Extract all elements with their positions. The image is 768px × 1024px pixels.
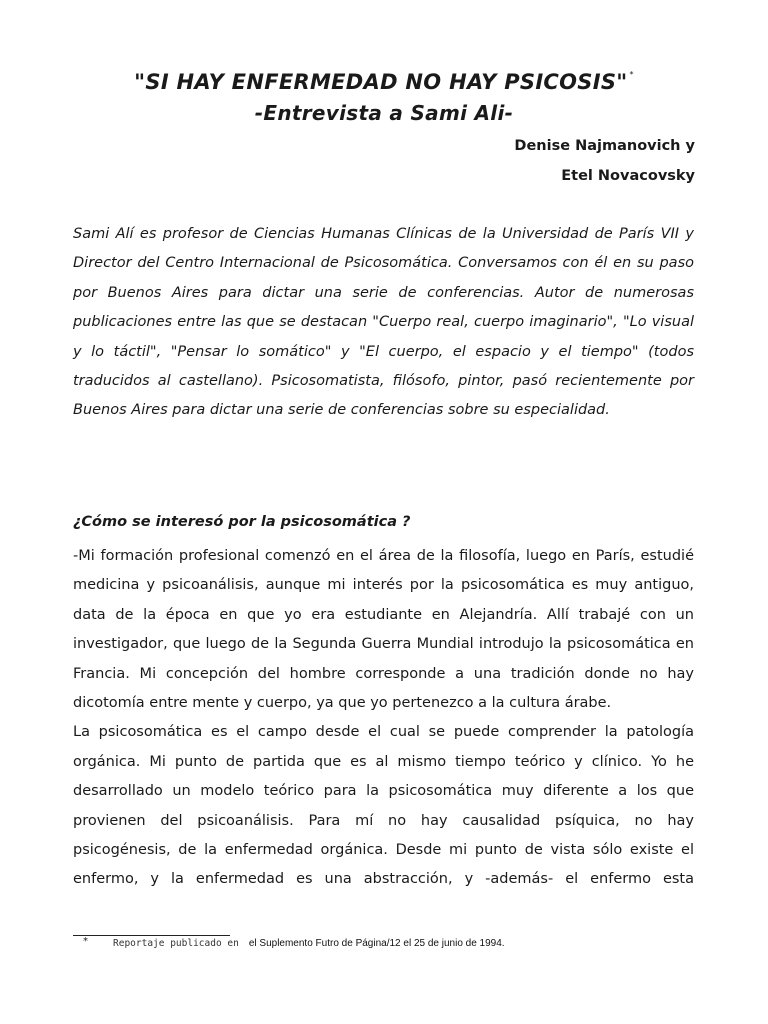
footnote-label: Reportaje publicado en: [113, 938, 239, 949]
answer-paragraph: -Mi formación profesional comenzó en el área de la filosofía, luego en París, estudié medicina y psicoanálisis, aunque mi interés por la psicosomática es muy antiguo, data de la época en que yo era estudiante en Alejandría. Allí trabajé con un investigador, que luego de la Segunda Guerra Mundial introdujo la psicosomática en Francia. Mi concepción del hombre corresponde a una tradición donde no hay dicotomía entre mente y cuerpo, ya que yo pertenezco a la cultura árabe.: [73, 548, 694, 712]
intro-paragraph: Sami Alí es profesor de Ciencias Humanas Clínicas de la Universidad de París VII y Director del Centro Internacional de Psicosomática. Conversamos con él en su paso por Buenos Aires para dictar una serie de conferencias. Autor de numerosas publicaciones entre las que se destacan "Cuerpo real, cuerpo imaginario", "Lo visual y lo táctil", "Pensar lo somático" y "El cuerpo, el espacio y el tiempo" (todos traducidos al castellano). Psicosomatista, filósofo, pintor, pasó recientemente por Buenos Aires para dictar una serie de conferencias sobre su especialidad.: [73, 226, 694, 419]
footnote-source: el Suplemento Futro de Página/12 el 25 de junio de 1994.: [248, 938, 505, 949]
interview-answer: [73, 542, 694, 895]
footnote-reference-mark: *: [629, 70, 634, 79]
title-text: "SI HAY ENFERMEDAD NO HAY PSICOSIS": [134, 70, 628, 94]
article-subtitle: -Entrevista a Sami Ali-: [254, 101, 514, 125]
article-title: [0, 70, 768, 94]
footnote-marker: *: [83, 936, 88, 947]
author-line-2: Etel Novacovsky: [561, 168, 695, 184]
answer-paragraph: La psicosomática es el campo desde el cual se puede comprender la patología orgánica. Mi punto de partida que es al mismo tiempo teórico y clínico. Yo he desarrollado un modelo teórico para la psicosomática muy diferente a los que provienen del psicoanálisis. Para mí no hay causalidad psíquica, no hay psicogénesis, de la enfermedad orgánica. Desde mi punto de vista sólo existe el enfermo, y la enfermedad es una abstracción, y -además- el enfermo esta: [73, 724, 694, 888]
author-line-1: Denise Najmanovich y: [514, 138, 695, 154]
interview-question: ¿Cómo se interesó por la psicosomática ?: [73, 514, 411, 530]
footnote: [83, 938, 505, 949]
